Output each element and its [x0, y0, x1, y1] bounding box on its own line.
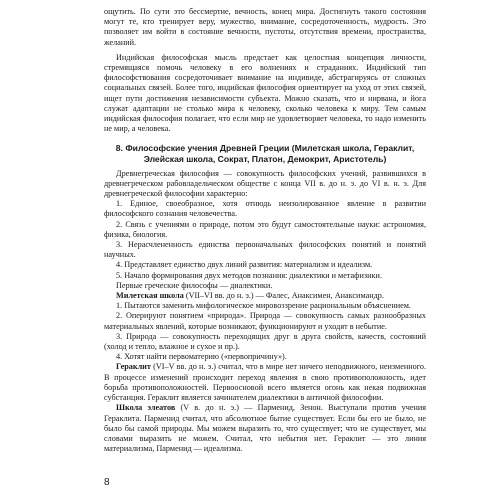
list-item: 3. Нерасчлененность единства первоначальных философских понятий и понятий научных.: [104, 240, 426, 260]
paragraph: [104, 403, 426, 454]
list-item: 5. Начало формирования двух методов познания: диалектики и метафизики.: [116, 270, 382, 280]
term-heraclitus: Гераклит: [116, 362, 151, 372]
list-item: 3. Природа — совокупность переходящих друг в друга свойств, качеств, состояний (холод и тепло, влажное и сухое и пр.).: [104, 331, 426, 352]
page-number: 8: [104, 477, 110, 488]
list-item: 2. Оперируют понятием «природа». Природа — совокупность самых разнообразных материальных явлений, которые возникают, функционируют и уходят в небытие.: [104, 311, 426, 331]
page-body: [104, 7, 426, 454]
paragraph: [104, 291, 426, 301]
paragraph: [104, 362, 426, 403]
miletus-text: (VII–VI вв. до н. э.) — Фалес, Анаксимен, Анаксимандр.: [183, 291, 384, 301]
paragraph: ощутить. По сути это бессмертие, вечность, конец мира. Достигнуть такого состояния могут те, кто тренирует веру, мужество, внимание, сосредоточенность, мудрость. Это позволяет им войти в состояние вечности, пустоты, отсутствия времени, пространства, желаний.: [104, 7, 426, 47]
paragraph: Индийская философская мысль предстает как целостная концепция личности, стремящаяся помочь человеку в его волнениях и страданиях. Индийский тип философствования сосредоточивает внимание на индивиде, абстрагируясь от сложных социальных связей. Более того, индийская философия ориентирует на уход от этих связей, ищет пути достижения независимости субъекта. Можно сказать, что и нирвана, и йога служат адаптации не столько мира к человеку, сколько человека к миру. Тем самым индийская философия полагает, что если мир не удовлетворяет человека, то надо изменить не мир, а человека.: [104, 52, 426, 134]
paragraph: Древнегреческая философия — совокупность философских учений, развившихся в древнегреческом рабовладельческом обществе с конца VII в. до н. э. до VI в. н. э. Для древнегреческой философии характерно:: [104, 168, 426, 199]
paragraph: Первые греческие философы — диалектики.: [116, 280, 273, 290]
list-item: 2. Связь с учениями о природе, потом это будут самостоятельные науки: астрономия, физика, биология.: [104, 219, 426, 239]
list-item: 4. Хотят найти первоматерию («первопричину»).: [116, 352, 287, 362]
list-item: 1. Пытаются заменить мифологическое мировоззрение рациональным объяснением.: [116, 301, 411, 311]
list-item: 1. Единое, своеобразное, хотя отнюдь неизолированное явление в развитии философского сознания человечества.: [104, 199, 426, 219]
section-heading: 8. Философские учения Древней Греции (Милетская школа, Гераклит, Элейская школа, Сократ, Платон, Демокрит, Аристотель): [115, 143, 415, 165]
list-item: 4. Представляет единство двух линий развития: материализм и идеализм.: [116, 260, 373, 270]
term-miletus: Милетская школа: [116, 291, 184, 301]
eleatic-text: (V в. до н. э.) — Парменид, Зенон. Выступали против учения Гераклита. Парменид считал, что абсолютное бытие существует. Если бы его не было, не было бы самой природы. Мы можем выразить то, что существует; что не существует, мы словами выразить не можем. Считал, что небытия нет. Гераклит — это линия материализма, Парменид — идеализма.: [104, 403, 427, 454]
heraclitus-text: (VI–V вв. до н. э.) считал, что в мире нет ничего неподвижного, неизменного. В процессе изменений происходит переход явления в свою противоположность, идет борьба противоположностей. Первоосновой всего является огонь как некая подвижная субстанция. Гераклит является зачинателем диалектики в античной философии.: [104, 362, 426, 403]
term-eleatic: Школа элеатов: [116, 403, 176, 413]
